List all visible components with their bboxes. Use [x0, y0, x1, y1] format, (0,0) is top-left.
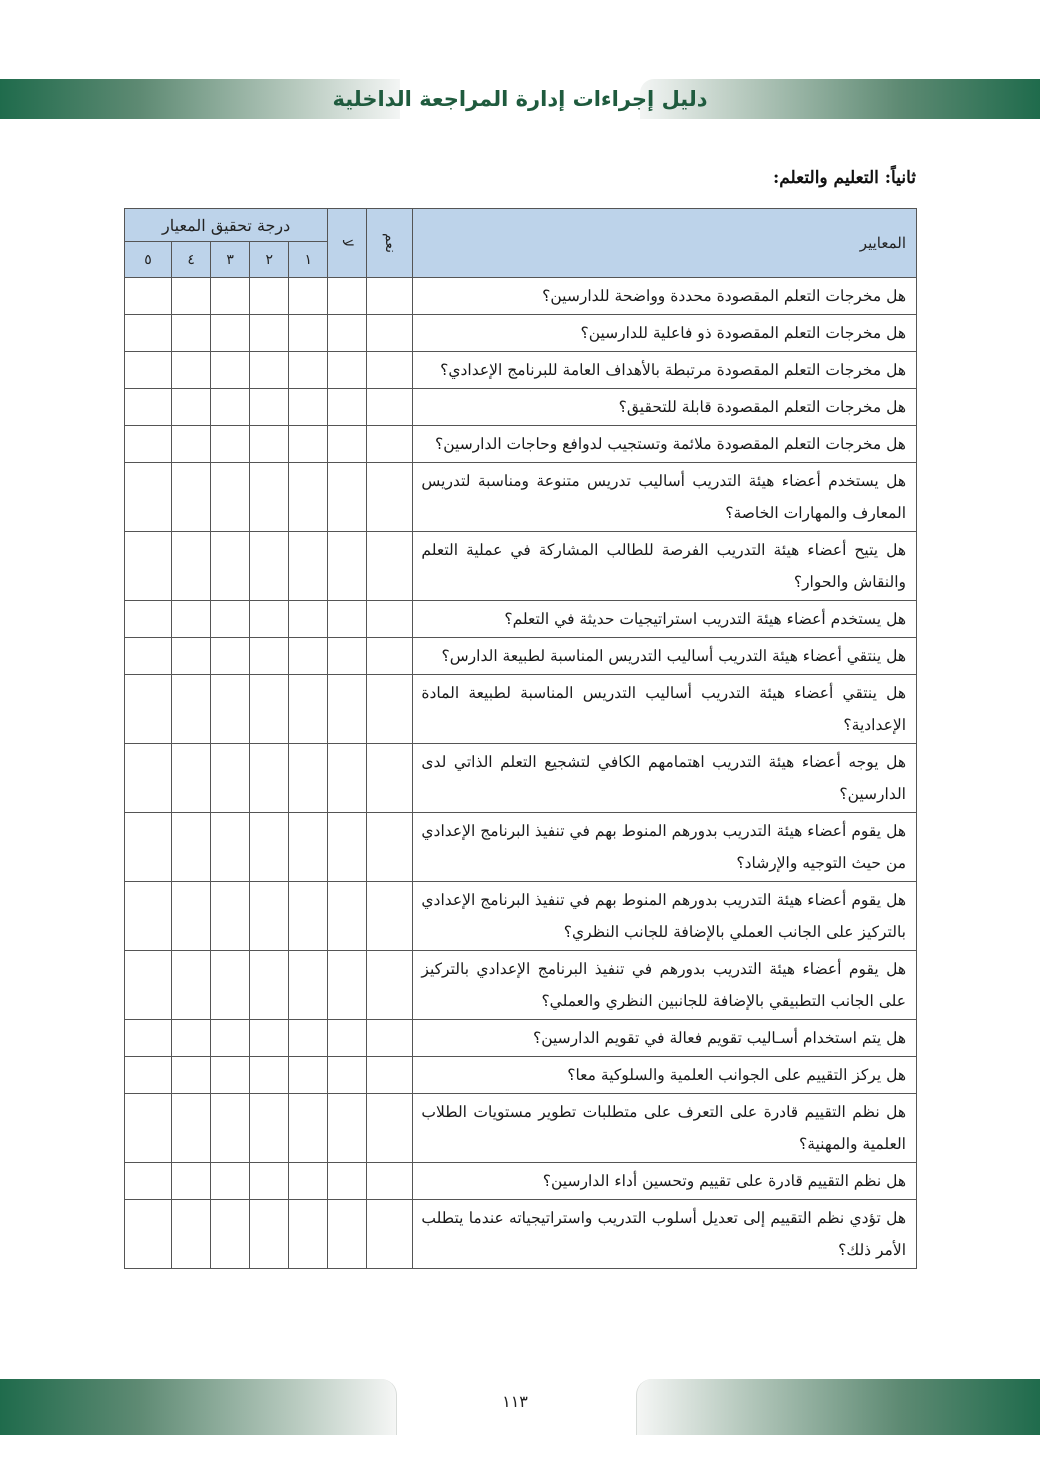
- score-2-cell[interactable]: [250, 315, 289, 352]
- table-header-row: [125, 209, 917, 242]
- criterion-text: هل يقوم أعضاء هيئة التدريب بدورهم المنوط بهم في تنفيذ البرنامج الإعدادي بالتركيز على الجانب العملي بالإضافة للجانب النظري؟: [413, 882, 917, 951]
- score-1-cell[interactable]: [289, 882, 328, 951]
- no-cell[interactable]: [328, 1200, 367, 1269]
- criterion-text: هل يقوم أعضاء هيئة التدريب بدورهم في تنفيذ البرنامج الإعدادي بالتركيز على الجانب التطبيقي بالإضافة للجانبين النظري والعملي؟: [413, 951, 917, 1020]
- score-1-cell[interactable]: [289, 315, 328, 352]
- yes-cell[interactable]: [367, 389, 413, 426]
- score-4-cell[interactable]: [172, 1163, 211, 1200]
- score-5-cell[interactable]: [125, 601, 172, 638]
- no-cell[interactable]: [328, 352, 367, 389]
- no-cell[interactable]: [328, 426, 367, 463]
- score-3-cell[interactable]: [211, 744, 250, 813]
- score-5-cell[interactable]: [125, 675, 172, 744]
- table-row: [125, 638, 917, 675]
- page-number: ١١٣: [502, 1392, 528, 1411]
- score-5-cell[interactable]: [125, 951, 172, 1020]
- yes-cell[interactable]: [367, 675, 413, 744]
- yes-cell[interactable]: [367, 744, 413, 813]
- yes-cell[interactable]: [367, 1094, 413, 1163]
- table-row: [125, 426, 917, 463]
- table-row: [125, 675, 917, 744]
- score-4-cell[interactable]: [172, 1020, 211, 1057]
- score-3-cell[interactable]: [211, 1020, 250, 1057]
- score-4-cell[interactable]: [172, 426, 211, 463]
- score-5-cell[interactable]: [125, 278, 172, 315]
- score-1-cell[interactable]: [289, 463, 328, 532]
- score-2-cell[interactable]: [250, 813, 289, 882]
- score-5-cell[interactable]: [125, 1094, 172, 1163]
- yes-cell[interactable]: [367, 882, 413, 951]
- header-score-2: ٢: [250, 242, 289, 278]
- section-title: ثانياً: التعليم والتعلم:: [772, 168, 916, 188]
- score-2-cell[interactable]: [250, 352, 289, 389]
- score-2-cell[interactable]: [250, 1200, 289, 1269]
- score-4-cell[interactable]: [172, 389, 211, 426]
- score-5-cell[interactable]: [125, 352, 172, 389]
- criterion-text: هل يوجه أعضاء هيئة التدريب اهتمامهم الكافي لتشجيع التعلم الذاتي لدى الدارسين؟: [413, 744, 917, 813]
- score-2-cell[interactable]: [250, 532, 289, 601]
- score-3-cell[interactable]: [211, 352, 250, 389]
- table-row: [125, 951, 917, 1020]
- score-1-cell[interactable]: [289, 1094, 328, 1163]
- score-5-cell[interactable]: [125, 315, 172, 352]
- score-2-cell[interactable]: [250, 1057, 289, 1094]
- table-row: [125, 278, 917, 315]
- score-3-cell[interactable]: [211, 1200, 250, 1269]
- yes-cell[interactable]: [367, 463, 413, 532]
- yes-cell[interactable]: [367, 601, 413, 638]
- score-3-cell[interactable]: [211, 1094, 250, 1163]
- score-4-cell[interactable]: [172, 352, 211, 389]
- no-cell[interactable]: [328, 315, 367, 352]
- no-cell[interactable]: [328, 601, 367, 638]
- score-4-cell[interactable]: [172, 951, 211, 1020]
- criterion-text: هل مخرجات التعلم المقصودة ذو فاعلية للدارسين؟: [413, 315, 917, 352]
- score-2-cell[interactable]: [250, 389, 289, 426]
- criterion-text: هل يقوم أعضاء هيئة التدريب بدورهم المنوط بهم في تنفيذ البرنامج الإعدادي من حيث التوجيه والإرشاد؟: [413, 813, 917, 882]
- score-2-cell[interactable]: [250, 951, 289, 1020]
- yes-cell[interactable]: [367, 951, 413, 1020]
- table-row: [125, 352, 917, 389]
- footer-band-left: [0, 1379, 397, 1435]
- score-2-cell[interactable]: [250, 1020, 289, 1057]
- yes-cell[interactable]: [367, 532, 413, 601]
- yes-cell[interactable]: [367, 278, 413, 315]
- score-3-cell[interactable]: [211, 638, 250, 675]
- yes-cell[interactable]: [367, 426, 413, 463]
- score-1-cell[interactable]: [289, 813, 328, 882]
- no-cell[interactable]: [328, 882, 367, 951]
- score-4-cell[interactable]: [172, 1057, 211, 1094]
- no-cell[interactable]: [328, 463, 367, 532]
- table-row: [125, 532, 917, 601]
- no-cell[interactable]: [328, 1094, 367, 1163]
- no-cell[interactable]: [328, 1057, 367, 1094]
- criterion-text: هل مخرجات التعلم المقصودة محددة وواضحة للدارسين؟: [413, 278, 917, 315]
- criterion-text: هل مخرجات التعلم المقصودة قابلة للتحقيق؟: [413, 389, 917, 426]
- criteria-table: [124, 208, 917, 1269]
- table-row: [125, 315, 917, 352]
- table-row: [125, 744, 917, 813]
- score-1-cell[interactable]: [289, 532, 328, 601]
- score-3-cell[interactable]: [211, 1163, 250, 1200]
- score-1-cell[interactable]: [289, 352, 328, 389]
- score-4-cell[interactable]: [172, 315, 211, 352]
- score-4-cell[interactable]: [172, 638, 211, 675]
- header-score-4: ٤: [172, 242, 211, 278]
- no-cell[interactable]: [328, 389, 367, 426]
- score-5-cell[interactable]: [125, 1020, 172, 1057]
- yes-cell[interactable]: [367, 315, 413, 352]
- table-row: [125, 463, 917, 532]
- score-3-cell[interactable]: [211, 1057, 250, 1094]
- header-score-1: ١: [289, 242, 328, 278]
- table-row: [125, 882, 917, 951]
- criterion-text: هل يتيح أعضاء هيئة التدريب الفرصة للطالب المشاركة في عملية التعلم والنقاش والحوار؟: [413, 532, 917, 601]
- table-row: [125, 1200, 917, 1269]
- score-2-cell[interactable]: [250, 601, 289, 638]
- no-cell[interactable]: [328, 744, 367, 813]
- header-criteria: المعايير: [413, 209, 917, 278]
- score-3-cell[interactable]: [211, 813, 250, 882]
- criterion-text: هل نظم التقييم قادرة على تقييم وتحسين أداء الدارسين؟: [413, 1163, 917, 1200]
- score-4-cell[interactable]: [172, 744, 211, 813]
- score-5-cell[interactable]: [125, 532, 172, 601]
- criterion-text: هل مخرجات التعلم المقصودة مرتبطة بالأهداف العامة للبرنامج الإعدادي؟: [413, 352, 917, 389]
- score-4-cell[interactable]: [172, 882, 211, 951]
- score-5-cell[interactable]: [125, 1163, 172, 1200]
- criterion-text: هل يستخدم أعضاء هيئة التدريب أساليب تدريس متنوعة ومناسبة لتدريس المعارف والمهارات الخاصة؟: [413, 463, 917, 532]
- table-row: [125, 601, 917, 638]
- score-4-cell[interactable]: [172, 463, 211, 532]
- score-1-cell[interactable]: [289, 278, 328, 315]
- yes-cell[interactable]: [367, 1200, 413, 1269]
- criterion-text: هل نظم التقييم قادرة على التعرف على متطلبات تطوير مستويات الطلاب العلمية والمهنية؟: [413, 1094, 917, 1163]
- header-score-5: ٥: [125, 242, 172, 278]
- header-degree: درجة تحقيق المعيار: [125, 209, 328, 242]
- score-4-cell[interactable]: [172, 601, 211, 638]
- no-cell[interactable]: [328, 951, 367, 1020]
- score-3-cell[interactable]: [211, 532, 250, 601]
- table-row: [125, 813, 917, 882]
- table-row: [125, 1094, 917, 1163]
- criterion-text: هل ينتقي أعضاء هيئة التدريب أساليب التدريس المناسبة لطبيعة المادة الإعدادية؟: [413, 675, 917, 744]
- score-2-cell[interactable]: [250, 744, 289, 813]
- no-cell[interactable]: [328, 813, 367, 882]
- score-1-cell[interactable]: [289, 426, 328, 463]
- score-2-cell[interactable]: [250, 1163, 289, 1200]
- score-1-cell[interactable]: [289, 951, 328, 1020]
- yes-cell[interactable]: [367, 352, 413, 389]
- criterion-text: هل مخرجات التعلم المقصودة ملائمة وتستجيب لدوافع وحاجات الدارسين؟: [413, 426, 917, 463]
- footer-band-right: [636, 1379, 1040, 1435]
- no-cell[interactable]: [328, 638, 367, 675]
- score-4-cell[interactable]: [172, 1094, 211, 1163]
- criterion-text: هل ينتقي أعضاء هيئة التدريب أساليب التدريس المناسبة لطبيعة الدارس؟: [413, 638, 917, 675]
- criterion-text: هل يستخدم أعضاء هيئة التدريب استراتيجيات حديثة في التعلم؟: [413, 601, 917, 638]
- score-1-cell[interactable]: [289, 638, 328, 675]
- score-2-cell[interactable]: [250, 463, 289, 532]
- score-5-cell[interactable]: [125, 813, 172, 882]
- score-5-cell[interactable]: [125, 638, 172, 675]
- no-cell[interactable]: [328, 1020, 367, 1057]
- score-5-cell[interactable]: [125, 1200, 172, 1269]
- table-row: [125, 389, 917, 426]
- yes-cell[interactable]: [367, 1163, 413, 1200]
- score-5-cell[interactable]: [125, 744, 172, 813]
- header-no: لا: [328, 209, 367, 278]
- score-5-cell[interactable]: [125, 882, 172, 951]
- header-score-3: ٣: [211, 242, 250, 278]
- criterion-text: هل يتم استخدام أسـاليب تقويم فعالة في تقويم الدارسين؟: [413, 1020, 917, 1057]
- criterion-text: هل تؤدي نظم التقييم إلى تعديل أسلوب التدريب واستراتيجياته عندما يتطلب الأمر ذلك؟: [413, 1200, 917, 1269]
- score-1-cell[interactable]: [289, 1057, 328, 1094]
- score-2-cell[interactable]: [250, 278, 289, 315]
- score-3-cell[interactable]: [211, 675, 250, 744]
- score-3-cell[interactable]: [211, 951, 250, 1020]
- score-1-cell[interactable]: [289, 744, 328, 813]
- score-1-cell[interactable]: [289, 1200, 328, 1269]
- score-3-cell[interactable]: [211, 389, 250, 426]
- score-4-cell[interactable]: [172, 278, 211, 315]
- score-2-cell[interactable]: [250, 1094, 289, 1163]
- yes-cell[interactable]: [367, 813, 413, 882]
- score-2-cell[interactable]: [250, 426, 289, 463]
- score-3-cell[interactable]: [211, 463, 250, 532]
- yes-cell[interactable]: [367, 638, 413, 675]
- score-5-cell[interactable]: [125, 1057, 172, 1094]
- score-1-cell[interactable]: [289, 1163, 328, 1200]
- score-3-cell[interactable]: [211, 601, 250, 638]
- score-5-cell[interactable]: [125, 426, 172, 463]
- score-3-cell[interactable]: [211, 882, 250, 951]
- score-5-cell[interactable]: [125, 389, 172, 426]
- header-yes: نعم: [367, 209, 413, 278]
- score-3-cell[interactable]: [211, 315, 250, 352]
- yes-cell[interactable]: [367, 1020, 413, 1057]
- score-4-cell[interactable]: [172, 1200, 211, 1269]
- table-row: [125, 1057, 917, 1094]
- table-row: [125, 1020, 917, 1057]
- table-row: [125, 1163, 917, 1200]
- score-3-cell[interactable]: [211, 278, 250, 315]
- score-1-cell[interactable]: [289, 1020, 328, 1057]
- yes-cell[interactable]: [367, 1057, 413, 1094]
- score-2-cell[interactable]: [250, 882, 289, 951]
- criterion-text: هل يركز التقييم على الجوانب العلمية والسلوكية معا؟: [413, 1057, 917, 1094]
- score-5-cell[interactable]: [125, 463, 172, 532]
- score-4-cell[interactable]: [172, 675, 211, 744]
- score-4-cell[interactable]: [172, 813, 211, 882]
- score-2-cell[interactable]: [250, 675, 289, 744]
- no-cell[interactable]: [328, 532, 367, 601]
- score-3-cell[interactable]: [211, 426, 250, 463]
- no-cell[interactable]: [328, 278, 367, 315]
- score-4-cell[interactable]: [172, 532, 211, 601]
- score-1-cell[interactable]: [289, 675, 328, 744]
- document-title: دليل إجراءات إدارة المراجعة الداخلية: [332, 87, 708, 111]
- no-cell[interactable]: [328, 1163, 367, 1200]
- score-1-cell[interactable]: [289, 389, 328, 426]
- no-cell[interactable]: [328, 675, 367, 744]
- score-2-cell[interactable]: [250, 638, 289, 675]
- score-1-cell[interactable]: [289, 601, 328, 638]
